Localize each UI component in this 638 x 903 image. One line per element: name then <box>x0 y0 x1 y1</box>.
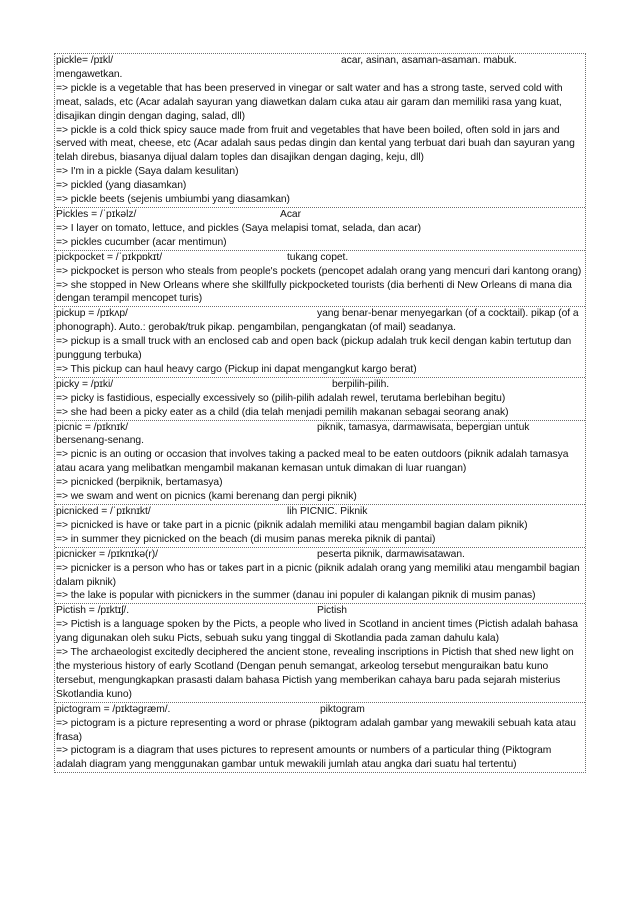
entry-example-line: => I'm in a pickle (Saya dalam kesulitan) <box>56 166 239 178</box>
entry-example-line: => picnicked (berpiknik, bertamasya) <box>56 477 223 489</box>
entry-headword-line <box>55 208 585 222</box>
entry-example-line: => she had been a picky eater as a child (dia telah menjadi pemilih makanan sebagai seorang anak) <box>56 406 509 418</box>
dictionary-entry <box>55 378 585 421</box>
entry-gloss: acar, asinan, asaman-asaman. mabuk. mengawetkan. <box>56 55 517 80</box>
dictionary-entry <box>55 54 585 208</box>
entry-example-line: => picnicked is have or take part in a picnic (piknik adalah memiliki atau mengambil bagian dalam piknik) <box>56 519 528 531</box>
entry-example-line: => pictogram is a diagram that uses pictures to represent amounts or numbers of a particular thing (Piktogram adalah diagram yang menggunakan gambar untuk mewakili jumlah atau angka dari suatu hal tertentu) <box>56 745 552 771</box>
entry-example-line: => we swam and went on picnics (kami berenang dan pergi piknik) <box>56 491 357 503</box>
entry-example-line: => pickled (yang diasamkan) <box>56 180 187 192</box>
dictionary-table <box>54 53 586 773</box>
entry-headword-line <box>55 604 585 618</box>
dictionary-entry <box>55 505 585 548</box>
entry-headword-line <box>55 307 585 335</box>
entry-example-line: => pictogram is a picture representing a word or phrase (piktogram adalah gambar yang mewakili sebuah kata atau frasa) <box>56 717 576 743</box>
entry-example-line: => I layer on tomato, lettuce, and pickles (Saya melapisi tomat, selada, dan acar) <box>56 222 422 234</box>
entry-gloss: piknik, tamasya, darmawisata, bepergian untuk bersenang-senang. <box>56 421 530 447</box>
entry-example-line: => she stopped in New Orleans where she skillfully pickpocketed tourists (dia berhenti di New Orleans di mana dia dengan terampil mencopet turis) <box>56 279 572 305</box>
entry-example-line: => pickle beets (sejenis umbiumbi yang diasamkan) <box>56 194 290 206</box>
entry-example-line: => in summer they picnicked on the beach (di musim panas mereka piknik di pantai) <box>56 533 436 545</box>
dictionary-entry <box>55 548 585 605</box>
entry-headword-line <box>55 378 585 392</box>
entry-term: pictogram = /pɪktəgræm/. <box>56 703 171 715</box>
dictionary-entry <box>55 604 585 702</box>
entry-example-line: => picky is fastidious, especially excessively so (pilih-pilih adalah rewel, terutama berlebihan begitu) <box>56 392 506 404</box>
entry-example-line: => pickle is a vegetable that has been preserved in vinegar or salt water and has a strong taste, served cold with meat, salads, etc (Acar adalah sayuran yang diawetkan dalam cuka atau air garam dan memiliki rasa yang kuat, disajikan dingin dengan daging, salad, dll) <box>56 82 563 122</box>
entry-example-line: => picnicker is a person who has or takes part in a picnic (piknik adalah orang yang memiliki atau mengambil bagian dalam piknik) <box>56 562 580 588</box>
entry-term: picnicked = /ˈpɪknɪkt/ <box>56 506 151 517</box>
entry-gloss: Pictish <box>317 605 347 617</box>
entry-gloss: Acar <box>280 208 301 220</box>
entry-term: Pickles = /ˈpɪkəlz/ <box>56 208 137 220</box>
entry-gloss: piktogram <box>320 703 365 715</box>
entry-term: picky = /pɪki/ <box>56 378 114 390</box>
entry-gloss: lih PICNIC. Piknik <box>287 506 368 517</box>
dictionary-entry <box>55 307 585 378</box>
entry-term: picnic = /pɪknɪk/ <box>56 421 129 433</box>
entry-headword-line <box>55 703 585 717</box>
entry-term: pickle= /pɪkl/ <box>56 55 114 66</box>
entry-gloss: berpilih-pilih. <box>332 378 390 390</box>
entry-term: pickup = /pɪkʌp/ <box>56 308 128 320</box>
dictionary-entry <box>55 421 585 505</box>
entry-gloss: tukang copet. <box>287 251 349 263</box>
entry-gloss: yang benar-benar menyegarkan (of a cocktail). pikap (of a phonograph). Auto.: gerobak/truk pikap. pengambilan, pengangkatan (of mail) seadanya. <box>56 308 579 334</box>
entry-example-line: => pickpocket is person who steals from people's pockets (pencopet adalah orang yang mencuri dari kantong orang) <box>56 265 582 277</box>
entry-example-line: => pickup is a small truck with an enclosed cab and open back (pickup adalah truk kecil dengan kabin tertutup dan punggung terbuka) <box>56 336 572 362</box>
entry-example-line: => picnic is an outing or occasion that involves taking a packed meal to be eaten outdoors (piknik adalah tamasya atau acara yang melibatkan mengambil makanan kemasan untuk dimakan di luar ruangan) <box>56 449 569 475</box>
entry-example-line: => pickles cucumber (acar mentimun) <box>56 236 227 248</box>
entry-example-line: => the lake is popular with picnickers in the summer (danau ini populer di kalangan piknik di musim panas) <box>56 590 536 602</box>
entry-term: picnicker = /pɪknɪkə(r)/ <box>56 548 158 560</box>
entry-example-line: => This pickup can haul heavy cargo (Pickup ini dapat mengangkut kargo berat) <box>56 363 417 375</box>
dictionary-entry <box>55 208 585 251</box>
entry-term: pickpocket = /ˈpɪkpɒkɪt/ <box>56 251 163 263</box>
entry-headword-line <box>55 54 585 82</box>
entry-example-line: => Pictish is a language spoken by the Picts, a people who lived in Scotland in ancient times (Pictish adalah bahasa yang digunakan oleh suku Picts, sebuah suku yang tinggal di Skotlandia pada zaman dahulu kala) <box>56 619 578 645</box>
entry-example-line: => pickle is a cold thick spicy sauce made from fruit and vegetables that have been boiled, often sold in jars and served with meat, cheese, etc (Acar adalah saus pedas dingin dan kental yang terbuat dari buah dan sayuran yang telah direbus, biasanya dijual dalam toples dan disajikan dengan daging, keju, dll) <box>56 124 575 164</box>
entry-example-line: => The archaeologist excitedly deciphered the ancient stone, revealing inscriptions in Pictish that shed new light on the mysterious history of early Scotland (Dengan penuh semangat, arkeolog tersebut menguraikan batu kuno tersebut, mengungkapkan prasasti dalam bahasa Pictish yang memberikan cahaya baru pada sejarah misterius Skotlandia kuno) <box>56 647 574 700</box>
entry-headword-line <box>55 505 585 519</box>
entry-headword-line <box>55 251 585 265</box>
entry-term: Pictish = /pɪktɪʃ/. <box>56 605 130 617</box>
dictionary-entry <box>55 703 585 773</box>
entry-gloss: peserta piknik, darmawisatawan. <box>317 548 465 560</box>
entry-headword-line <box>55 548 585 562</box>
dictionary-entry <box>55 251 585 308</box>
entry-headword-line <box>55 421 585 449</box>
